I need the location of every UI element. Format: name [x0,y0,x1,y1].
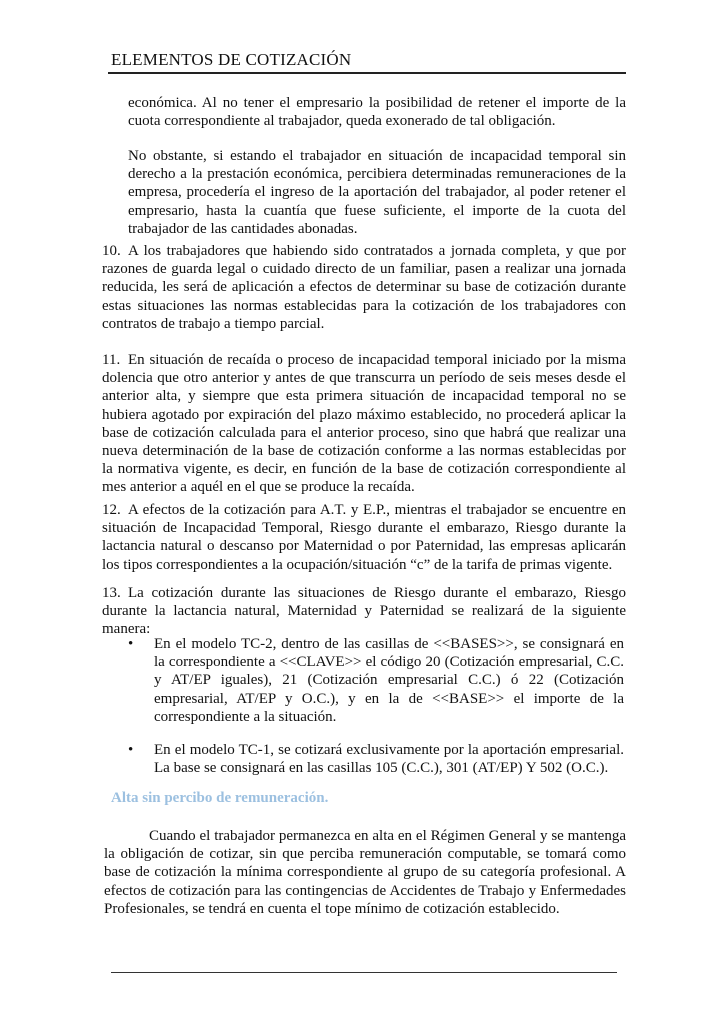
page-header-title: ELEMENTOS DE COTIZACIÓN [111,50,352,69]
footer-rule [111,972,617,973]
list-item-text: En situación de recaída o proceso de incapacidad temporal iniciado por la misma dolencia que otro anterior y antes de que transcurra un período de seis meses desde el anterior alta, y siempre que esta primera situación de incapacidad temporal no se hubiera agotado por expiración del plazo máximo establecido, no procederá aplicar la base de cotización calculada para el anterior proceso, sino que habrá que realizar una nueva determinación de la base de cotización conforme a las normas establecidas por la normativa vigente, es decir, en función de la base de cotización correspondiente al mes anterior a aquél en el que se produce la recaída. [102,352,626,496]
list-item-number: 12. [102,502,121,518]
section-body-paragraph: Cuando el trabajador permanezca en alta en el Régimen General y se mantenga la obligación de cotizar, sin que perciba remuneración computable, se tomará como base de cotización la mínima correspondiente al grupo de su categoría profesional. A efectos de cotización para las contingencias de Accidentes de Trabajo y Enfermedades Profesionales, se tendrá en cuenta el tope mínimo de cotización establecido. [104,828,626,917]
bullet-icon: • [128,636,134,652]
bullet-text: En el modelo TC-1, se cotizará exclusivamente por la aportación empresarial. La base se consignará en las casillas 105 (C.C.), 301 (AT/EP) Y 502 (O.C.). [154,742,624,777]
list-item-text: La cotización durante las situaciones de Riesgo durante el embarazo, Riesgo durante la lactancia natural, Maternidad y Paternidad se realizará de la siguiente manera: [102,585,626,638]
bullet-icon: • [128,742,134,758]
paragraph-continuation: económica. Al no tener el empresario la posibilidad de retener el importe de la cuota correspondiente al trabajador, queda exonerado de tal obligación. [128,95,626,130]
list-item-number: 13. [102,585,121,601]
list-item-text: A los trabajadores que habiendo sido contratados a jornada completa, y que por razones de guarda legal o cuidado directo de un familiar, pasen a realizar una jornada reducida, les será de aplicación a efectos de determinar su base de cotización durante estas situaciones las normas establecidas para la cotización de los trabajadores con contratos de trabajo a tiempo parcial. [102,243,626,332]
section-heading: Alta sin percibo de remuneración. [111,790,329,806]
bullet-text: En el modelo TC-2, dentro de las casillas de <<BASES>>, se consignará en la correspondiente a <<CLAVE>> el código 20 (Cotización empresarial, C.C. y AT/EP iguales), 21 (Cotización empresarial C.C.) ó 22 (Cotización empresarial, AT/EP y O.C.), y en la de <<BASE>> el importe de la correspondiente a la situación. [154,636,624,725]
list-item-number: 10. [102,243,121,259]
paragraph-no-obstante: No obstante, si estando el trabajador en situación de incapacidad temporal sin derecho a la prestación económica, percibiera determinadas remuneraciones de la empresa, procedería el ingreso de la aportación del trabajador, al poder retener el empresario, hasta la cuantía que fuese suficiente, el importe de la cuota del trabajador de las cantidades abonadas. [128,148,626,237]
header-rule [108,72,626,74]
list-item-text: A efectos de la cotización para A.T. y E.P., mientras el trabajador se encuentre en situación de Incapacidad Temporal, Riesgo durante el embarazo, Riesgo durante la lactancia natural o descanso por Maternidad o por Paternidad, las empresas aplicarán los tipos correspondientes a la ocupación/situación “c” de la tarifa de primas vigente. [102,502,626,573]
list-item-number: 11. [102,352,121,368]
